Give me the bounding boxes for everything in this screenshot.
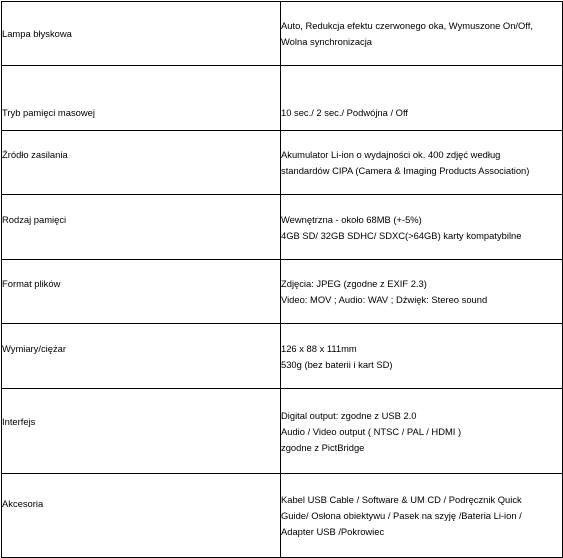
spec-label-cell (2, 389, 281, 474)
spec-value-line: Wewnętrzna - około 68MB (+-5%) (281, 213, 422, 225)
spec-label: Tryb pamięci masowej (2, 106, 95, 118)
spec-value-line: Adapter USB /Pokrowiec (281, 526, 385, 537)
spec-value-line: Kabel USB Cable / Software & UM CD / Podręcznik Quick (281, 494, 522, 505)
spec-label-cell (2, 474, 281, 558)
spec-label: Wymiary/ciężar (2, 342, 66, 354)
spec-value-line: Guide/ Osłona obiektywu / Pasek na szyję /Bateria Li-ion / (281, 510, 522, 521)
spec-value-line: zgodne z PictBridge (281, 441, 365, 453)
spec-value-line: Auto, Redukcja efektu czerwonego oka, Wymuszone On/Off, (281, 20, 533, 31)
table-row-self-timer (2, 66, 563, 131)
spec-label-cell (2, 260, 281, 324)
spec-label-cell (2, 2, 281, 66)
spec-label: Źródło zasilania (2, 149, 68, 160)
table-row-interface (2, 389, 563, 474)
table-row-dimensions (2, 324, 563, 389)
spec-value-cell (281, 66, 563, 131)
spec-label: Format plików (2, 278, 61, 289)
spec-value-cell (281, 389, 563, 474)
spec-value-line: standardów CIPA (Camera & Imaging Products Association) (281, 165, 530, 176)
table-row-file-format (2, 260, 563, 324)
spec-value-line: 4GB SD/ 32GB SDHC/ SDXC(>64GB) karty kompatybilne (281, 229, 522, 241)
spec-label: Akcesoria (2, 498, 44, 509)
spec-value-cell (281, 474, 563, 558)
spec-label: Interfejs (2, 415, 36, 427)
table-row-flash (2, 2, 563, 66)
spec-value-cell (281, 2, 563, 66)
spec-value-line: Video: MOV ; Audio: WAV ; Dźwięk: Stereo sound (281, 294, 488, 305)
spec-table (1, 1, 563, 558)
spec-label-cell (2, 66, 281, 131)
table-row-power-source (2, 131, 563, 195)
table-row-accessories (2, 474, 563, 558)
spec-value-line: 126 x 88 x 111mm (281, 342, 357, 354)
spec-value-line: Wolna synchronizacja (281, 36, 373, 47)
spec-value-line: Akumulator Li-ion o wydajności ok. 400 zdjęć według (281, 149, 501, 160)
spec-value-line: Zdjęcia: JPEG (zgodne z EXIF 2.3) (281, 278, 427, 289)
table-row-memory-type (2, 195, 563, 260)
spec-value-line: Digital output: zgodne z USB 2.0 (281, 409, 417, 421)
spec-value-cell (281, 131, 563, 195)
spec-label: Lampa błyskowa (2, 28, 72, 39)
spec-label-cell (2, 324, 281, 389)
spec-value-cell (281, 195, 563, 260)
spec-label-cell (2, 195, 281, 260)
spec-value-line: 530g (bez baterii i kart SD) (281, 358, 393, 370)
spec-value-line: Audio / Video output ( NTSC / PAL / HDMI ) (281, 425, 462, 437)
spec-value-cell (281, 260, 563, 324)
spec-value-cell (281, 324, 563, 389)
spec-value-line: 10 sec./ 2 sec./ Podwójna / Off (281, 106, 408, 118)
spec-label-cell (2, 131, 281, 195)
spec-label: Rodzaj pamięci (2, 213, 67, 225)
